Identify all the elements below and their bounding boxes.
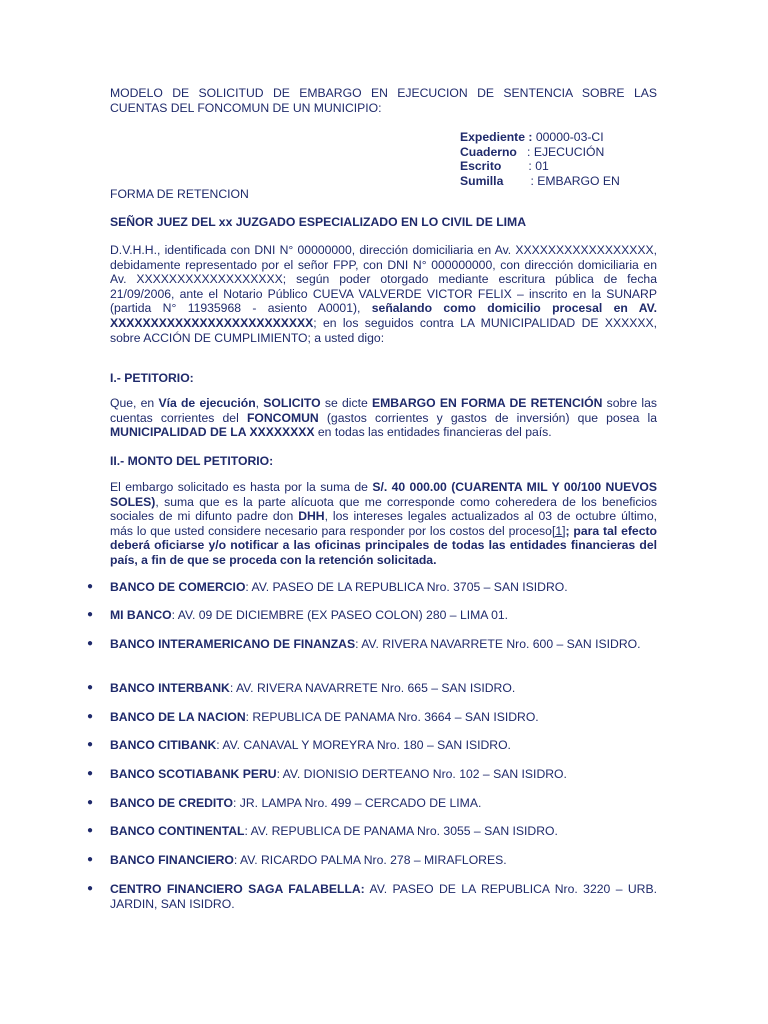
bank-name: BANCO CITIBANK <box>110 738 217 752</box>
bank-name: MI BANCO <box>110 608 172 622</box>
list-item <box>87 681 657 696</box>
case-info <box>460 130 620 188</box>
expediente-row <box>460 130 620 145</box>
bullet-icon: ● <box>87 739 94 750</box>
bullet-icon: ● <box>87 609 94 620</box>
list-item <box>87 710 657 725</box>
section-2-heading: II.- MONTO DEL PETITORIO: <box>110 454 274 468</box>
procedural-domicile: señalando como domicilio procesal en AV. XXXXXXXXXXXXXXXXXXXXXXXXX <box>110 301 657 330</box>
list-item <box>87 738 657 753</box>
petitorio-paragraph <box>110 396 657 440</box>
bullet-icon: ● <box>87 581 94 592</box>
bullet-icon: ● <box>87 797 94 808</box>
bank-name: BANCO DE CREDITO <box>110 796 234 810</box>
bank-address: AV. PASEO DE LA REPUBLICA Nro. 3220 – URB. JARDIN, SAN ISIDRO. <box>110 882 657 911</box>
sumilla-value: : EMBARGO EN <box>503 173 620 188</box>
petitorio-text-2: , <box>255 396 264 410</box>
list-item <box>87 580 657 595</box>
expediente-value: 00000-03-CI <box>532 130 604 144</box>
list-item <box>87 853 657 868</box>
bank-address: : AV. 09 DE DICIEMBRE (EX PASEO COLON) 280 – LIMA 01. <box>171 608 509 622</box>
bank-address: : REPUBLICA DE PANAMA Nro. 3664 – SAN ISIDRO. <box>245 710 539 724</box>
expediente-label: Expediente : <box>460 130 533 144</box>
bank-name: BANCO INTERAMERICANO DE FINANZAS <box>110 637 356 651</box>
addressee: SEÑOR JUEZ DEL xx JUZGADO ESPECIALIZADO EN LO CIVIL DE LIMA <box>110 215 527 229</box>
monto-bold-dhh: DHH <box>298 509 325 524</box>
cuaderno-row <box>460 145 620 160</box>
bank-name: BANCO DE LA NACION <box>110 710 246 724</box>
bank-address: : AV. REPUBLICA DE PANAMA Nro. 3055 – SAN ISIDRO. <box>244 824 558 838</box>
list-item <box>87 767 657 782</box>
title-line-2: CUENTAS DEL FONCOMUN DE UN MUNICIPIO: <box>110 100 382 115</box>
monto-text-1: El embargo solicitado es hasta por la suma de <box>110 480 373 494</box>
petitorio-text-3: se dicte <box>320 396 372 410</box>
petitorio-text-5: (gastos corrientes y gastos de inversión) que posea la <box>318 410 657 425</box>
intro-text-end: ; en los seguidos contra LA MUNICIPALIDAD DE XXXXXX, sobre ACCIÓN DE CUMPLIMIENTO; a usted digo: <box>110 315 657 345</box>
bullet-icon: ● <box>87 638 94 649</box>
bank-name: BANCO CONTINENTAL <box>110 824 245 838</box>
petitorio-bold-5: MUNICIPALIDAD DE LA XXXXXXXX <box>110 425 315 440</box>
petitorio-bold-3: EMBARGO EN FORMA DE RETENCIÓN <box>371 396 603 410</box>
list-item <box>87 824 657 839</box>
petitorio-text-6: en todas las entidades financieras del país. <box>314 425 552 440</box>
cuaderno-value: : EJECUCIÓN <box>516 144 605 159</box>
list-item <box>87 637 657 652</box>
section-1-heading: I.- PETITORIO: <box>110 371 194 385</box>
bullet-icon: ● <box>87 682 94 693</box>
bank-name: BANCO SCOTIABANK PERU <box>110 767 277 781</box>
list-item <box>87 882 657 911</box>
bank-address: : AV. RIVERA NAVARRETE Nro. 600 – SAN ISIDRO. <box>355 637 641 651</box>
bullet-icon: ● <box>87 825 94 836</box>
monto-text-3: , los intereses legales actualizados al 03 de octubre último, más lo que usted considere necesario para responder por los costos del proceso <box>110 509 657 538</box>
petitorio-text-1: Que, en <box>110 396 159 410</box>
escrito-label: Escrito <box>460 159 502 174</box>
monto-text-2: , suma que es la parte alícuota que me corresponde como coheredera de los beneficios sociales de mi difunto padre don <box>110 494 657 524</box>
bank-address: : AV. CANAVAL Y MOREYRA Nro. 180 – SAN ISIDRO. <box>216 738 511 752</box>
petitorio-text-4: sobre las cuentas corrientes del <box>110 396 657 425</box>
monto-amount: S/. 40 000.00 (CUARENTA MIL Y 00/100 NUEVOS SOLES) <box>110 480 658 509</box>
petitorio-bold-4: FONCOMUN <box>246 410 319 425</box>
bullet-icon: ● <box>87 711 94 722</box>
sumilla-continuation: FORMA DE RETENCION <box>110 187 249 201</box>
bullet-icon: ● <box>87 883 94 894</box>
bank-address: : JR. LAMPA Nro. 499 – CERCADO DE LIMA. <box>233 796 482 810</box>
sumilla-label: Sumilla <box>460 173 504 188</box>
bank-name: CENTRO FINANCIERO SAGA FALABELLA: <box>110 882 365 896</box>
list-item <box>87 796 657 811</box>
monto-paragraph <box>110 480 657 568</box>
cuaderno-label: Cuaderno <box>460 144 517 159</box>
bullet-icon: ● <box>87 768 94 779</box>
intro-text: D.V.H.H., identificada con DNI N° 00000000, dirección domiciliaria en Av. XXXXXXXXXXXXXXXXX, debidamente representado por el señor FPP, con DNI N° 000000000, con dirección domiciliaria en Av. XXXXXXXXXXXXXXXXXX; según poder otorgado mediante escritura pública de fecha 21/09/2006, ante el Notario Público CUEVA VALVERDE VICTOR FELIX – inscrito en la SUNARP (partida N° 11935968 - asiento A0001), <box>110 243 657 316</box>
bullet-icon: ● <box>87 854 94 865</box>
bank-name: BANCO INTERBANK <box>110 681 230 695</box>
title-line-1: MODELO DE SOLICITUD DE EMBARGO EN EJECUCION DE SENTENCIA SOBRE LAS <box>110 86 657 100</box>
bank-address: : AV. RIVERA NAVARRETE Nro. 665 – SAN ISIDRO. <box>229 681 516 695</box>
petitorio-bold-1: Vía de ejecución <box>158 396 256 410</box>
list-item <box>87 608 657 623</box>
bank-address: : AV. PASEO DE LA REPUBLICA Nro. 3705 – SAN ISIDRO. <box>245 580 568 594</box>
monto-bold-3: ; para tal efecto deberá oficiarse y/o notificar a las oficinas principales de todas las entidades financieras del país, a fin de que se proceda con la retención solicitada. <box>110 523 657 567</box>
footnote-link[interactable]: [1] <box>551 523 566 538</box>
bank-address: : AV. DIONISIO DERTEANO Nro. 102 – SAN ISIDRO. <box>276 767 567 781</box>
escrito-row <box>460 159 620 174</box>
intro-paragraph <box>110 243 657 345</box>
escrito-value: : 01 <box>501 159 549 174</box>
bank-name: BANCO FINANCIERO <box>110 853 234 867</box>
document-title <box>110 86 657 115</box>
petitorio-bold-2: SOLICITO <box>263 396 321 410</box>
bank-name: BANCO DE COMERCIO <box>110 580 246 594</box>
bank-address: : AV. RICARDO PALMA Nro. 278 – MIRAFLORES. <box>233 853 507 867</box>
